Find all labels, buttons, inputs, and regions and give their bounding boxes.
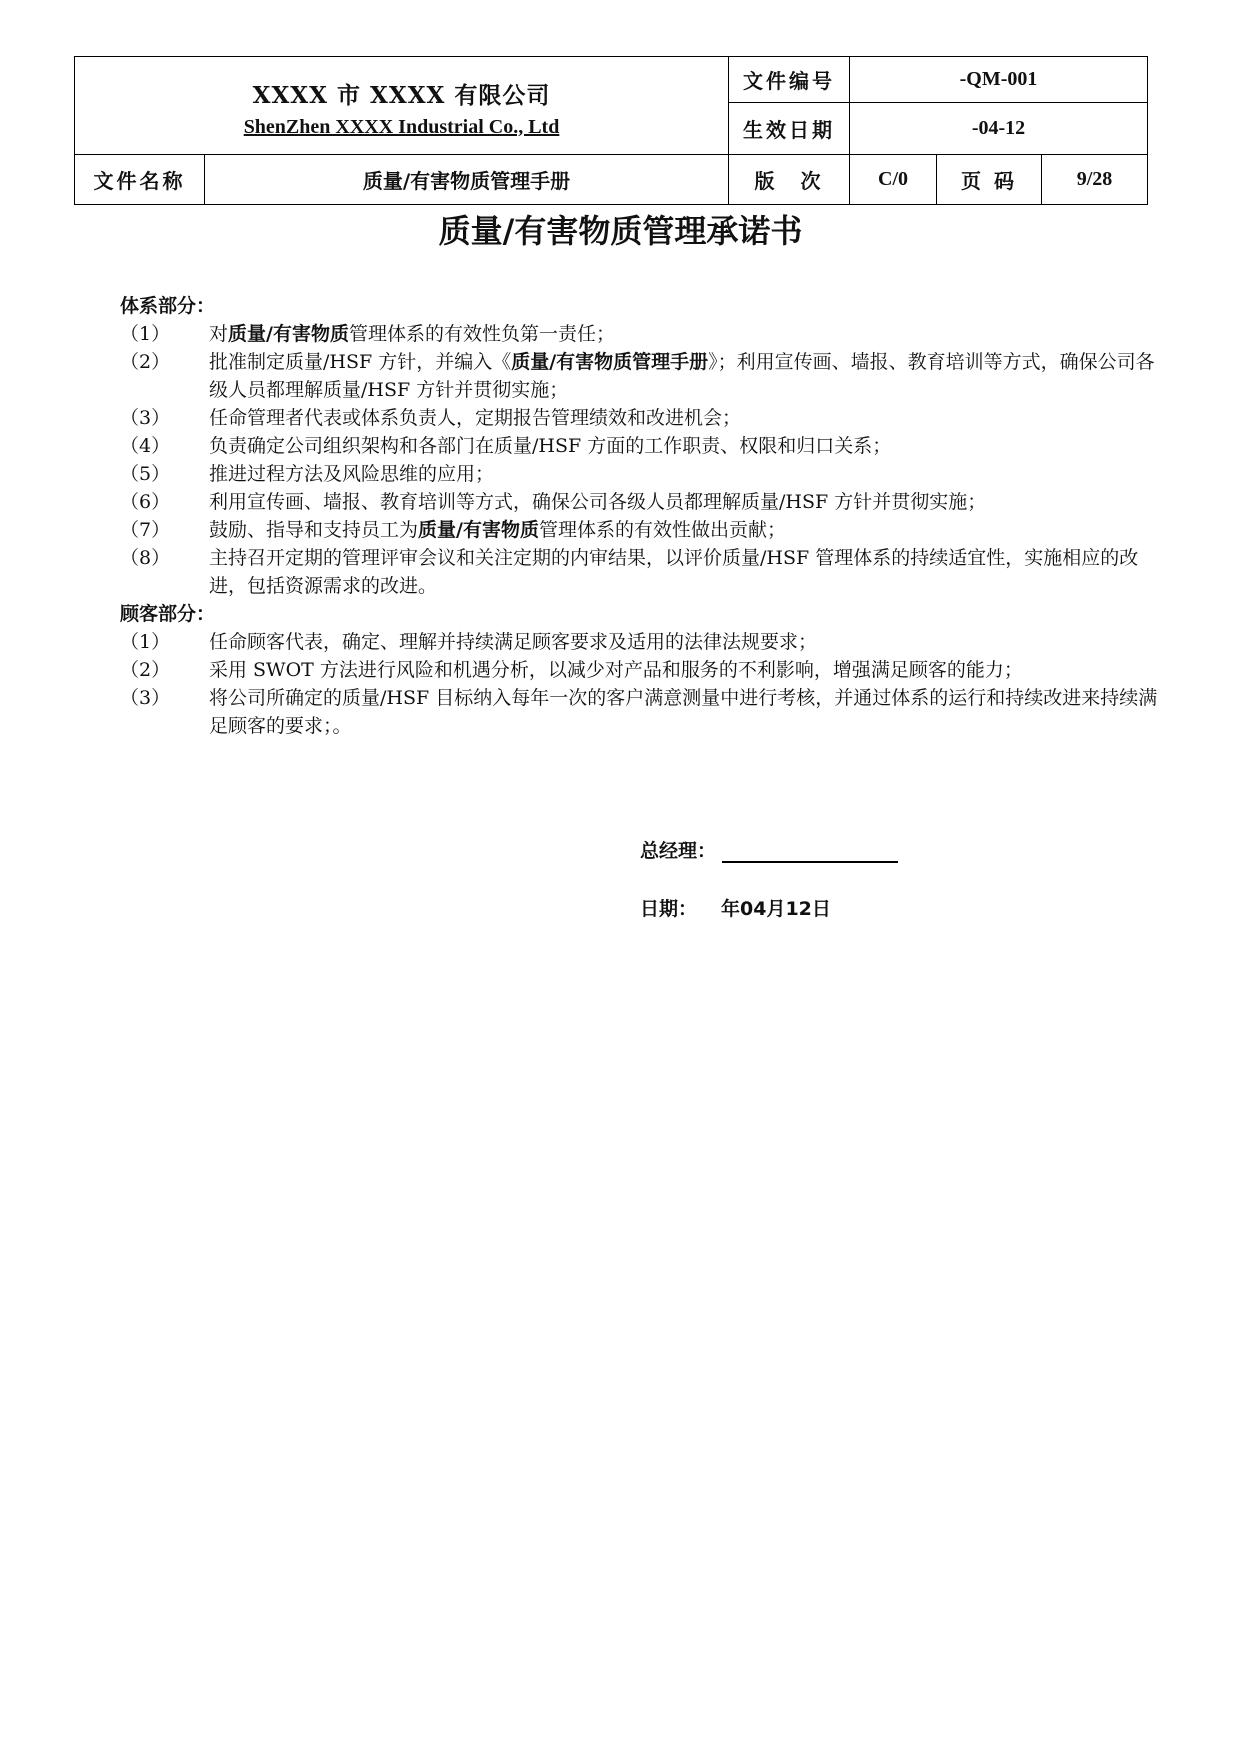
date-label: 日期： [640, 898, 698, 920]
list-item [120, 488, 1170, 516]
page-number-value: 9/28 [1042, 155, 1148, 205]
list-item [120, 684, 1170, 740]
item-text: 管理体系的有效性负第一责任； [348, 323, 615, 345]
system-section-heading: 体系部分： [120, 295, 216, 317]
item-text: 任命管理者代表或体系负责人，定期报告管理绩效和改进机会； [209, 407, 742, 429]
item-number: （1） [120, 631, 171, 653]
system-item-list [120, 320, 1170, 600]
item-text: 批准制定质量/HSF 方针，并编入《 [209, 351, 512, 373]
item-text: 利用宣传画、墙报、教育培训等方式，确保公司各级人员都理解质量/HSF 方针并贯彻实施； [209, 491, 987, 513]
version-label: 版 次 [729, 155, 850, 205]
company-name-cn: XXXX 市 XXXX 有限公司 [252, 81, 551, 109]
doc-name-value: 质量/有害物质管理手册 [205, 155, 729, 205]
manager-signature-row [640, 836, 898, 863]
item-text: 管理体系的有效性做出贡献； [538, 519, 786, 541]
company-name-cell [75, 57, 729, 155]
item-number: （3） [120, 407, 171, 429]
item-number: （5） [120, 463, 171, 485]
list-item [120, 460, 1170, 488]
item-text: 负责确定公司组织架构和各部门在质量/HSF 方面的工作职责、权限和归口关系； [209, 435, 892, 457]
item-text: 》；利用宣传画、墙报、教育培训等方式，确保公司各级人员都理解质量/HSF 方针并贯彻实施； [209, 351, 1155, 401]
item-text: 推进过程方法及风险思维的应用； [209, 463, 495, 485]
item-number: （1） [120, 323, 171, 345]
item-number: （7） [120, 519, 171, 541]
list-item [120, 628, 1170, 656]
signature-line[interactable] [722, 841, 898, 863]
list-item [120, 320, 1170, 348]
item-number: （6） [120, 491, 171, 513]
item-bold-text: 质量/有害物质 [418, 519, 539, 541]
item-number: （4） [120, 435, 171, 457]
item-number: （3） [120, 687, 171, 709]
customer-section-heading: 顾客部分： [120, 603, 216, 625]
doc-number-label: 文件编号 [729, 57, 850, 103]
list-item [120, 348, 1170, 404]
page-title: 质量/有害物质管理承诺书 [438, 212, 803, 250]
list-item [120, 544, 1170, 600]
item-bold-text: 质量/有害物质管理手册 [511, 351, 709, 373]
page-number-label: 页 码 [937, 155, 1042, 205]
item-number: （2） [120, 659, 171, 681]
company-name-en: ShenZhen XXXX Industrial Co., Ltd [243, 115, 560, 138]
list-item [120, 656, 1170, 684]
item-bold-text: 质量/有害物质 [228, 323, 349, 345]
list-item [120, 516, 1170, 544]
customer-item-list [120, 628, 1170, 740]
document-body [120, 292, 1170, 740]
item-text: 对 [209, 323, 229, 345]
item-number: （2） [120, 351, 171, 373]
date-value: 年04月12日 [721, 898, 831, 920]
document-header-table [74, 56, 1148, 205]
manager-label: 总经理： [640, 840, 717, 862]
item-text: 任命顾客代表，确定、理解并持续满足顾客要求及适用的法律法规要求； [209, 631, 818, 653]
item-text: 鼓励、指导和支持员工为 [209, 519, 419, 541]
date-row [640, 894, 831, 921]
item-text: 采用 SWOT 方法进行风险和机遇分析，以减少对产品和服务的不利影响，增强满足顾客的能力； [209, 659, 1023, 681]
effective-date-label: 生效日期 [729, 103, 850, 155]
doc-number-value: -QM-001 [850, 57, 1148, 103]
item-text: 主持召开定期的管理评审会议和关注定期的内审结果，以评价质量/HSF 管理体系的持续适宜性，实施相应的改进，包括资源需求的改进。 [209, 547, 1139, 597]
doc-name-label: 文件名称 [75, 155, 205, 205]
version-value: C/0 [850, 155, 937, 205]
effective-date-value: -04-12 [850, 103, 1148, 155]
item-number: （8） [120, 547, 171, 569]
item-text: 将公司所确定的质量/HSF 目标纳入每年一次的客户满意测量中进行考核，并通过体系的运行和持续改进来持续满足顾客的要求；。 [209, 687, 1158, 737]
list-item [120, 404, 1170, 432]
list-item [120, 432, 1170, 460]
